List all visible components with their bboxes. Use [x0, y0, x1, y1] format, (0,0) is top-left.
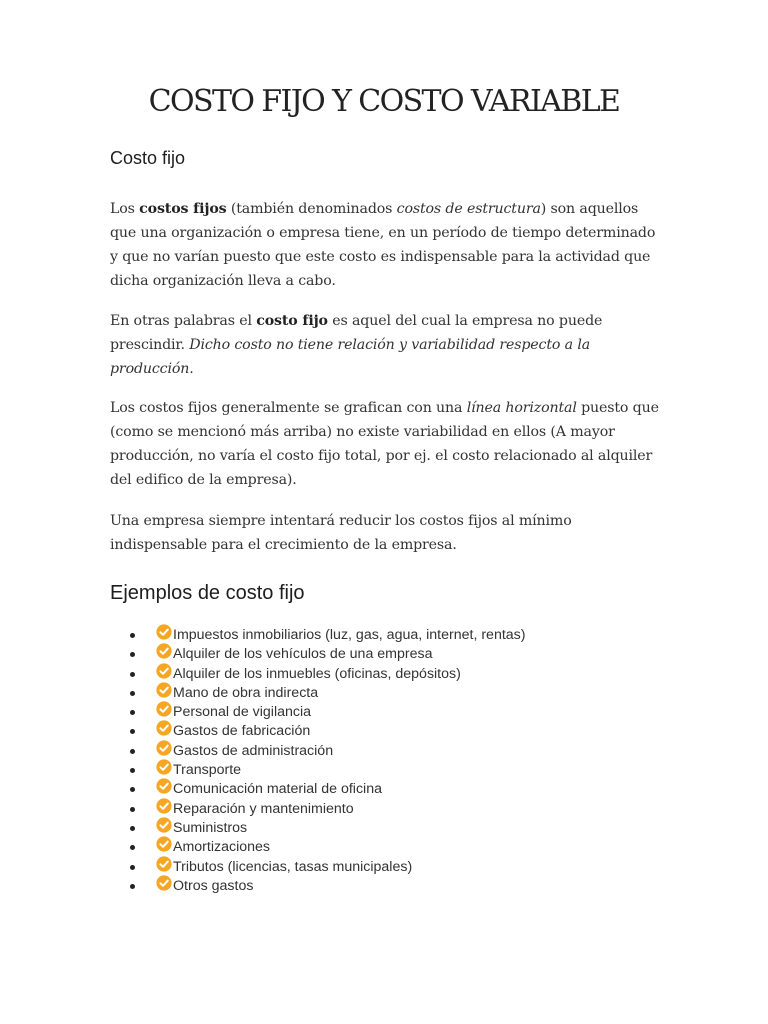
list-item-label: Alquiler de los inmuebles (oficinas, depósitos)	[173, 665, 461, 682]
list-item-label: Otros gastos	[173, 877, 254, 894]
bullet-dot	[130, 749, 135, 754]
check-circle-icon	[156, 875, 172, 891]
bullet-dot	[130, 826, 135, 831]
bullet-dot	[130, 768, 135, 773]
check-circle-icon	[156, 740, 172, 756]
bullet-dot	[130, 652, 135, 657]
paragraph-horizontal-line	[110, 396, 660, 492]
italic-term: línea horizontal	[466, 400, 577, 416]
bullet-dot	[130, 865, 135, 870]
check-circle-icon	[156, 759, 172, 775]
list-item-label: Gastos de fabricación	[173, 723, 311, 740]
text-span: .	[189, 361, 194, 377]
text-span: Una empresa siempre intentará reducir los costos fijos al mínimo indispensable para el crecimiento de la empresa.	[110, 513, 572, 553]
paragraph-other-words	[110, 309, 660, 381]
check-circle-icon	[156, 720, 172, 736]
list-item-label: Personal de vigilancia	[173, 704, 312, 721]
text-span: es aquel del cual la empresa no puede prescindir.	[110, 313, 603, 353]
text-span: (también denominados	[226, 201, 397, 217]
check-circle-icon	[156, 778, 172, 794]
bullet-dot	[130, 672, 135, 677]
list-item-label: Comunicación material de oficina	[173, 781, 382, 798]
list-item-label: Transporte	[173, 762, 242, 779]
check-circle-icon	[156, 817, 172, 833]
check-circle-icon	[156, 663, 172, 679]
check-circle-icon	[156, 682, 172, 698]
check-circle-icon	[156, 643, 172, 659]
bullet-dot	[130, 787, 135, 792]
bullet-dot	[130, 807, 135, 812]
list-item-label: Tributos (licencias, tasas municipales)	[173, 858, 413, 875]
check-circle-icon	[156, 798, 172, 814]
list-item-label: Amortizaciones	[173, 839, 270, 856]
document-title: COSTO FIJO Y COSTO VARIABLE	[148, 84, 620, 119]
bullet-dot	[130, 691, 135, 696]
list-item-label: Gastos de administración	[173, 742, 334, 759]
bold-term: costo fijo	[256, 313, 328, 329]
italic-term: costos de estructura	[396, 201, 541, 217]
check-circle-icon	[156, 624, 172, 640]
bullet-dot	[130, 710, 135, 715]
list-item-label: Suministros	[173, 819, 248, 836]
check-circle-icon	[156, 836, 172, 852]
check-circle-icon	[156, 701, 172, 717]
bullet-dot	[130, 884, 135, 889]
list-item-label: Reparación y mantenimiento	[173, 800, 354, 817]
text-span: Los	[110, 201, 140, 217]
list-item-label: Mano de obra indirecta	[173, 684, 319, 701]
italic-sentence: Dicho costo no tiene relación y variabilidad respecto a la producción	[110, 337, 591, 377]
list-item-label: Impuestos inmobiliarios (luz, gas, agua, internet, rentas)	[173, 627, 526, 643]
text-span: ) son aquellos que una organización o empresa tiene, en un período de tiempo determinado y que no varían puesto que este costo es indispensable para la actividad que dicha organización lleva a cabo.	[110, 201, 656, 289]
bullet-dot	[130, 845, 135, 850]
text-span: En otras palabras el	[110, 313, 257, 329]
text-span: Los costos fijos generalmente se grafican con una	[110, 400, 467, 416]
check-circle-icon	[156, 856, 172, 872]
paragraph-definition	[110, 197, 660, 293]
bullet-dot	[130, 729, 135, 734]
list-item-label: Alquiler de los vehículos de una empresa	[173, 646, 433, 663]
text-span: puesto que (como se mencionó más arriba) no existe variabilidad en ellos (A mayor producción, no varía el costo fijo total, por ej. el costo relacionado al alquiler del edifico de la empresa).	[110, 400, 659, 488]
section-heading-ejemplos: Ejemplos de costo fijo	[110, 582, 305, 604]
section-heading-costo-fijo: Costo fijo	[110, 148, 186, 168]
paragraph-reduce-costs	[110, 509, 660, 557]
bold-term: costos fijos	[139, 201, 227, 217]
bullet-dot	[130, 633, 135, 638]
